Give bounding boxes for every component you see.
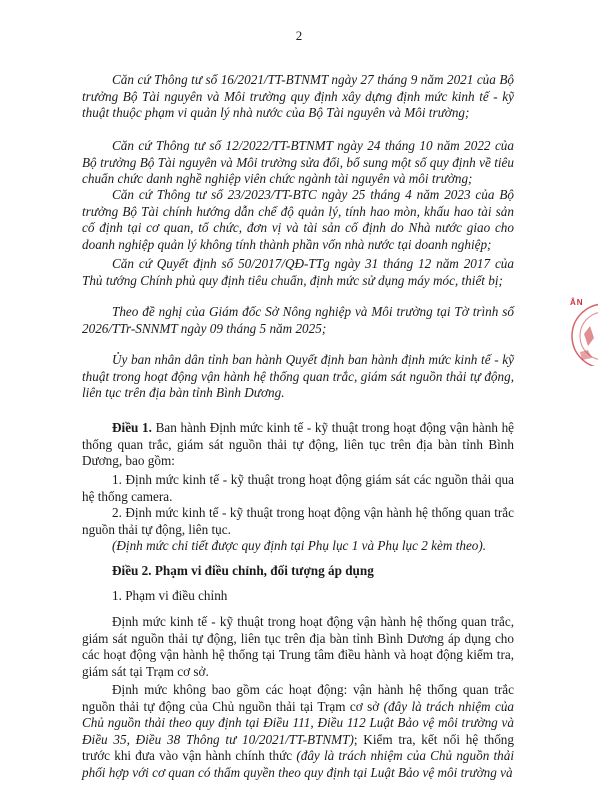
red-seal-fragment [566, 296, 598, 366]
article-2-paragraph-2 [82, 682, 514, 781]
article-1-item-2: 2. Định mức kinh tế - kỹ thuật trong hoạt động vận hành hệ thống quan trắc nguồn thải tự động, liên tục. [82, 505, 514, 537]
article-1-text: Ban hành Định mức kinh tế - kỹ thuật trong hoạt động vận hành hệ thống quan trắc, giám sát nguồn thải tự động, liên tục trên địa bàn tỉnh Bình Dương, bao gồm: [82, 420, 515, 468]
article-1-paragraph [82, 420, 514, 470]
para2-part-b: (đây là trách nhiệm của Chủ nguồn thải theo quy định tại Điều 111, Điều 112 Luật Bảo vệ môi trường và Điều 35, Điều 38 Thông tư 10/2021/TT-BTNMT) [82, 698, 515, 747]
basis-paragraph-1: Căn cứ Thông tư số 16/2021/TT-BTNMT ngày 27 tháng 9 năm 2021 của Bộ trưởng Bộ Tài nguyên và Môi trường quy định xây dựng định mức kinh tế - kỹ thuật thuộc phạm vi quản lý nhà nước của Bộ Tài nguyên và Môi trường; [82, 72, 514, 120]
article-2-heading: Điều 2. Phạm vi điều chỉnh, đối tượng áp dụng [112, 563, 374, 578]
proposal-paragraph: Theo đề nghị của Giám đốc Sở Nông nghiệp và Môi trường tại Tờ trình số 2026/TTr-SNNMT ngày 09 tháng 5 năm 2025; [82, 304, 514, 336]
committee-paragraph: Ủy ban nhân dân tỉnh ban hành Quyết định ban hành định mức kinh tế - kỹ thuật trong hoạt động vận hành hệ thống quan trắc, giám sát nguồn thải tự động, liên tục trên địa bàn tỉnh Bình Dương. [82, 352, 514, 400]
seal-text: ÂN [570, 298, 584, 307]
article-2-subheading: 1. Phạm vi điều chỉnh [112, 588, 228, 603]
article-1-item-1: 1. Định mức kinh tế - kỹ thuật trong hoạt động giám sát các nguồn thải qua hệ thống camera. [82, 472, 514, 504]
article-2-paragraph-1: Định mức kinh tế - kỹ thuật trong hoạt động vận hành hệ thống quan trắc, giám sát nguồn thải tự động, liên tục trên địa bàn tỉnh Bình Dương áp dụng cho các hoạt động vận hành hệ thống tại Trung tâm điều hành và hoạt động kiểm tra, giám sát tại Trạm cơ sở. [82, 614, 514, 679]
page-number: 2 [295, 28, 303, 43]
basis-paragraph-2: Căn cứ Thông tư số 12/2022/TT-BTNMT ngày 24 tháng 10 năm 2022 của Bộ trưởng Bộ Tài nguyên và Môi trường sửa đổi, bổ sung một số quy định về tiêu chuẩn chức danh nghề nghiệp viên chức ngành tài nguyên và môi trường; [82, 138, 514, 186]
article-1-heading: Điều 1. [112, 420, 152, 435]
para2-part-a: Định mức không bao gồm các hoạt động: vận hành hệ thống quan trắc nguồn thải tự động của Chủ nguồn thải tại Trạm cơ sở [82, 682, 514, 714]
para2-part-d: (đây là trách nhiệm của Chủ nguồn thải phối hợp với cơ quan có thẩm quyền theo quy định tại Luật Bảo vệ môi trường và [82, 748, 514, 780]
basis-paragraph-4: Căn cứ Quyết định số 50/2017/QĐ-TTg ngày 31 tháng 12 năm 2017 của Thủ tướng Chính phủ quy định tiêu chuẩn, định mức sử dụng máy móc, thiết bị; [82, 256, 514, 288]
basis-paragraph-3: Căn cứ Thông tư số 23/2023/TT-BTC ngày 25 tháng 4 năm 2023 của Bộ trưởng Bộ Tài chính hướng dẫn chế độ quản lý, tính hao mòn, khấu hao tài sản cố định tại cơ quan, tổ chức, đơn vị và tài sản cố định do Nhà nước giao cho doanh nghiệp quản lý không tính thành phần vốn nhà nước tại doanh nghiệp; [82, 187, 514, 252]
para2-part-c: ; Kiểm tra, kết nối hệ thống trước khi đưa vào vận hành chính thức [82, 731, 514, 763]
article-1-note: (Định mức chi tiết được quy định tại Phụ lục 1 và Phụ lục 2 kèm theo). [112, 538, 487, 553]
